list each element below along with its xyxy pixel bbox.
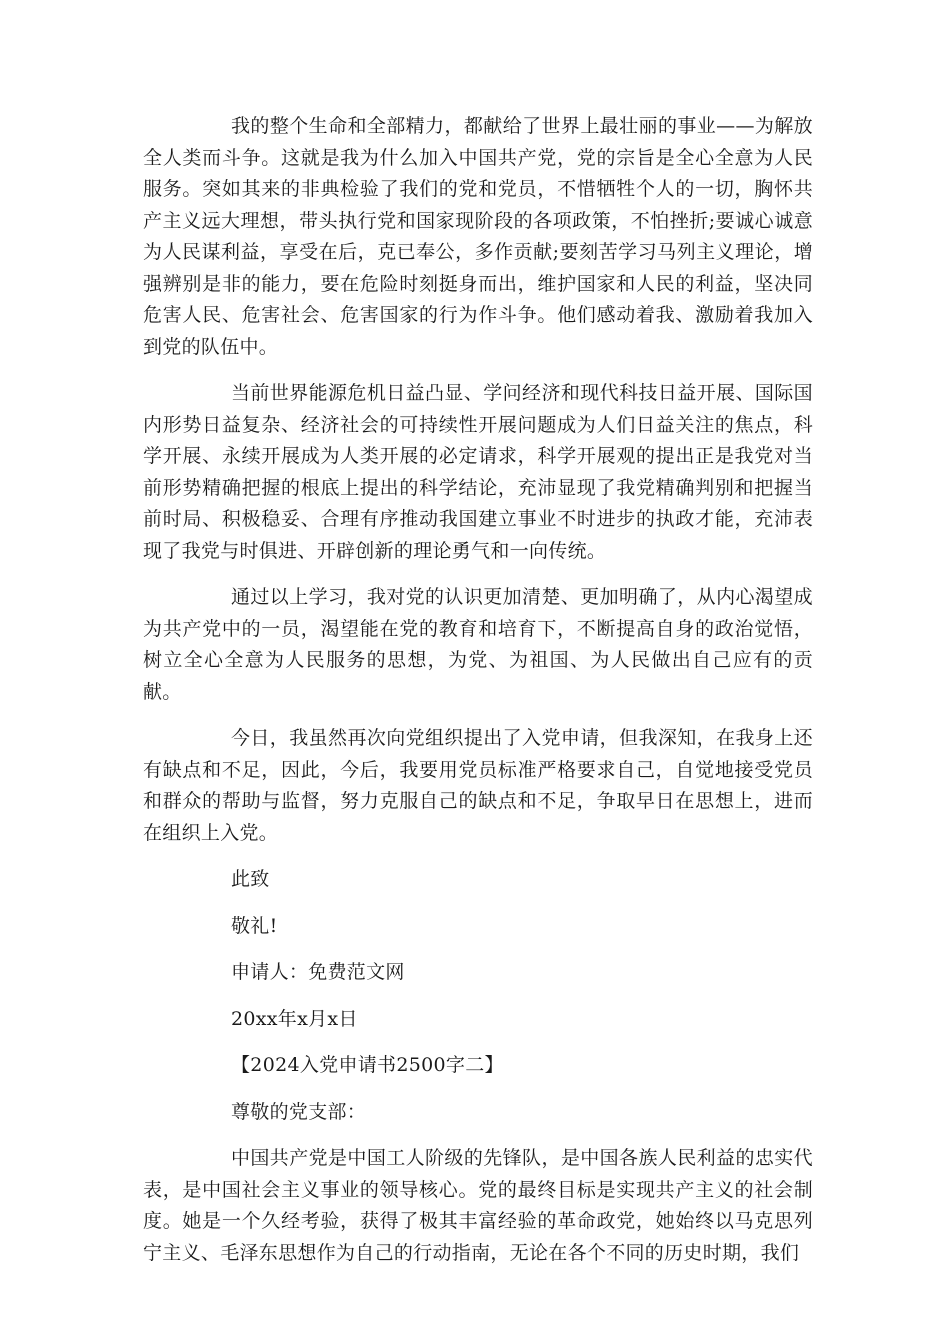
paragraph-4: 今日，我虽然再次向党组织提出了入党申请，但我深知，在我身上还有缺点和不足，因此，今后，我要用党员标准严格要求自己，自觉地接受党员和群众的帮助与监督，努力克服自己的缺点和不足，争取早日在思想上，进而在组织上入党。 (143, 727, 813, 844)
applicant-signature: 申请人：免费范文网 (231, 961, 405, 983)
paragraph-1: 我的整个生命和全部精力，都献给了世界上最壮丽的事业——为解放全人类而斗争。这就是我为什么加入中国共产党，党的宗旨是全心全意为人民服务。突如其来的非典检验了我们的党和党员，不惜牺牲个人的一切，胸怀共产主义远大理想，带头执行党和国家现阶段的各项政策，不怕挫折;要诚心诚意为人民谋利益，享受在后，克已奉公，多作贡献;要刻苦学习马列主义理论，增强辨别是非的能力，要在危险时刻挺身而出，维护国家和人民的利益，坚决同危害人民、危害社会、危害国家的行为作斗争。他们感动着我、激励着我加入到党的队伍中。 (143, 115, 813, 358)
paragraph-3: 通过以上学习，我对党的认识更加清楚、更加明确了，从内心渴望成为共产党中的一员，渴望能在党的教育和培育下，不断提高自身的政治觉悟，树立全心全意为人民服务的思想，为党、为祖国、为人民做出自己应有的贡献。 (143, 586, 813, 703)
section-title: 【2024入党申请书2500字二】 (231, 1054, 504, 1076)
salute-line: 敬礼! (231, 914, 278, 937)
greeting-line: 尊敬的党支部： (231, 1100, 367, 1123)
closing-line: 此致 (231, 868, 270, 890)
paragraph-2: 当前世界能源危机日益凸显、学问经济和现代科技日益开展、国际国内形势日益复杂、经济社会的可持续性开展问题成为人们日益关注的焦点，科学开展、永续开展成为人类开展的必定请求，科学开展观的提出正是我党对当前形势精确把握的根底上提出的科学结论，充沛显现了我党精确判别和把握当前时局、积极稳妥、合理有序推动我国建立事业不时进步的执政才能，充沛表现了我党与时俱进、开辟创新的理论勇气和一向传统。 (143, 382, 813, 562)
paragraph-5: 中国共产党是中国工人阶级的先锋队，是中国各族人民利益的忠实代表，是中国社会主义事业的领导核心。党的最终目标是实现共产主义的社会制度。她是一个久经考验，获得了极其丰富经验的革命政党，她始终以马克思列宁主义、毛泽东思想作为自己的行动指南，无论在各个不同的历史时期，我们 (143, 1147, 813, 1264)
date-line: 20xx年x月x日 (231, 1007, 358, 1030)
document-body (143, 111, 813, 1284)
